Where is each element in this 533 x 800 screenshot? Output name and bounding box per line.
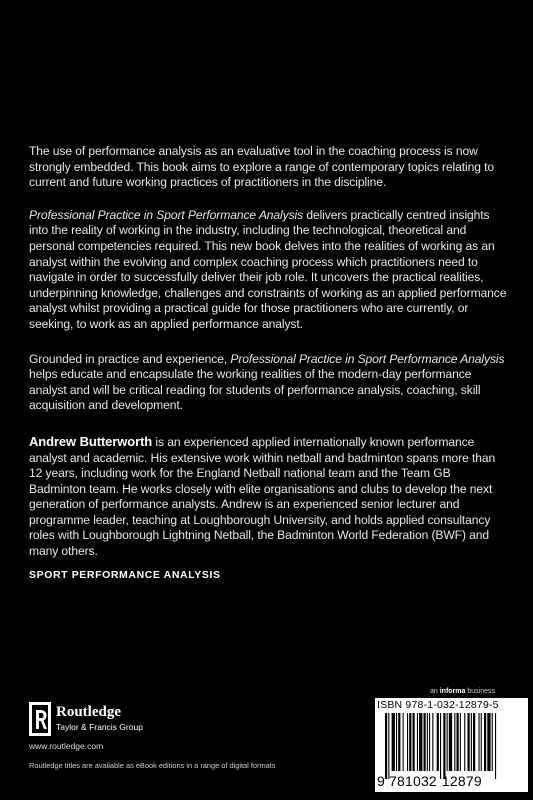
barcode-bar [385,713,387,779]
informa-business-label: an informa business [430,688,495,695]
barcode-bar [424,713,426,771]
barcode-bar [396,713,397,771]
barcode-bar [392,713,395,771]
barcode-bar [447,713,448,771]
barcode-bar [449,713,452,771]
barcode-bar [409,713,411,771]
barcode-group-2: 12879 [441,773,482,789]
barcode-bar [398,713,400,771]
author-bio [29,434,507,560]
barcode-bar [440,713,441,779]
barcode-lead-digit: 9 [377,773,385,789]
barcode-bar [407,713,408,771]
publisher-group: Taylor & Francis Group [56,722,143,732]
barcode-bar [427,713,428,771]
isbn-barcode-box [375,698,528,792]
publisher-name: Routledge [56,704,121,720]
ebook-availability-note: Routledge titles are available as eBook editions in a range of digital formats [29,761,276,770]
barcode-bar [492,713,493,771]
barcode-bar [419,713,422,771]
publisher-url[interactable]: www.routledge.com [29,741,104,751]
paragraph-3-text: helps educate and encapsulate the working realities of the modern-day performance analyst and will be critical reading for students of performance analysis, coaching, skill acquisition and development. [29,367,481,413]
author-bio-text: is an experienced applied internationally known performance analyst and academic. His extensive work within netball and badminton spans more than 12 years, including work for the England Netball national team and the Team GB Badminton team. He works closely with elite organisations and clubs to develop the next generation of performance analysts. Andrew is an experienced senior lecturer and programme leader, teaching at Loughborough University, and holds applied consultancy roles with Loughborough Lightning Netball, the Badminton World Federation (BWF) and many others. [29,434,496,559]
barcode-bar [432,713,433,771]
paragraph-2-text: delivers practically centred insights into the reality of working in the industry, including the technological, theoretical and personal competencies required. This new book delves into the realities of working as an analyst within the evolving and complex coaching process which practitioners need to navigate in order to successfully deliver their job role. It uncovers the practical realities, underpinning knowledge, challenges and constraints of working as an applied performance analyst whilst providing a practical guide for those practitioners who are currently, or seeking, to work as an applied performance analyst. [29,207,507,331]
description-paragraph-3 [29,352,507,414]
book-title-italic: Professional Practice in Sport Performance Analysis [29,207,304,222]
barcode-bar [443,713,445,779]
author-name: Andrew Butterworth [29,433,153,449]
barcode-bar [484,713,486,771]
barcode-bar [413,713,415,771]
barcode-bar [437,713,439,771]
barcode-bar [429,713,430,771]
barcode-bar [473,713,475,771]
isbn-label: ISBN 978-1-032-12879-5 [377,699,499,711]
publisher-block [29,700,229,760]
barcode-group-1: 781032 [389,773,437,789]
barcode-bar [417,713,418,771]
informa-brand: informa [439,688,466,695]
description-paragraph-2 [29,208,507,333]
barcode-bar [460,713,461,771]
barcode-bar [495,713,496,779]
barcode-bar [468,713,470,771]
subject-category: SPORT PERFORMANCE ANALYSIS [29,569,221,581]
barcode-bar [454,713,455,771]
barcode-bar [479,713,480,771]
routledge-logo-icon [29,702,51,736]
barcode-digits [377,773,482,789]
barcode-bar [464,713,465,771]
barcode-bar [487,713,490,771]
barcode-bar [388,713,389,779]
barcode-bar [481,713,482,771]
barcode-bar [471,713,472,771]
description-paragraph-1: The use of performance analysis as an evaluative tool in the coaching process is now strongly embedded. This book aims to explore a range of contemporary topics relating to current and future working practices of practitioners in the discipline. [29,144,495,190]
book-title-italic: Professional Practice in Sport Performance Analysis [230,351,505,366]
barcode-icon [385,713,525,779]
barcode-bar [403,713,404,771]
barcode-bar [457,713,459,771]
description-blurb [29,144,507,577]
paragraph-3-start: Grounded in practice and experience, [29,351,231,366]
